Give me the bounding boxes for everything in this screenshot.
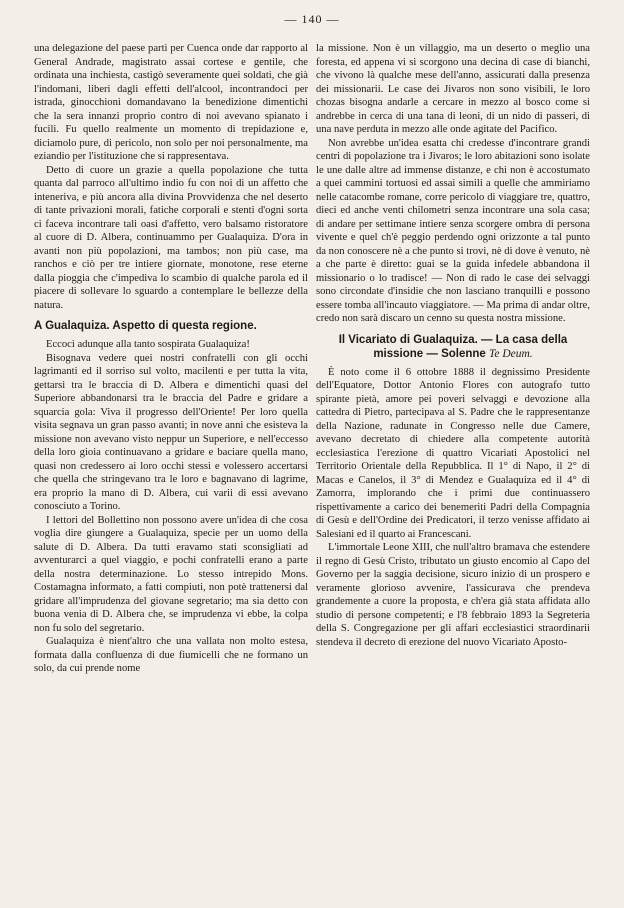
paragraph: Non avrebbe un'idea esatta chi credesse d'incontrare grandi centri di popolazione tra i Jivaros; le loro abitazioni sono isolate le une dalle altre ad immense distanze, e chi non è accostumato a quei cammini tortuosi ed assai simili a quelle che ammiriamo nelle catacombe romane, corre pericolo di viaggiare tre, quattro, dieci ed anche venti chilometri senza incontrare una sola casa; di andare per settimane intiere senza scorgere ombra di persona vivente e quel ch'è peggio perdendo ogni orizzonte a tal punto da non conoscere nè a che punto si trovi, nè di dove è venuto, nè a che parte è diretto: guai se la guida infedele abbandona il missionario o lo tradisce! — Non di rado le case dei selvaggi sono circondate d'insidie che non lasciano tranquilli e possono essere tomba all'incauto viaggiatore. — Ma prima di andar oltre, credo non sarà discaro un cenno su questa nostra missione. (316, 137, 590, 324)
paragraph: Eccoci adunque alla tanto sospirata Gualaquiza! (46, 339, 250, 350)
section-heading-italic: Te Deum. (489, 347, 533, 360)
paragraph: I lettori del Bollettino non possono avere un'idea di che cosa voglia dire giungere a Gualaquiza, specie per un uomo della salute di D. Albera. Da tutti eravamo stati sconsigliati ad avventurarci a quel viaggio, e pochi confratelli erano a parte della nostra determinazione. Lo stesso intrepido Mons. Costamagna informato, a fatti compiuti, non potè trattenersi dal gridare all'imprudenza del giovane segretario; ma sia detto con buona venia di D. Albera che, se imprudenza vi ebbe, la colpa non fu solo del segretario. (34, 514, 308, 634)
section-heading-text: Il Vicariato di Gualaquiza. — La casa della missione — Solenne (338, 333, 568, 360)
paragraph: L'immortale Leone XIII, che null'altro bramava che estendere il regno di Gesù Cristo, tributato un giusto encomio al Capo del Governo per la saggia decisione, sicuro inizio di un prospero e veramente glorioso avvenire, l'assicurava che prendeva grandemente a cuore la proposta, e ch'era già stata affidata allo studio di persone competenti; e l'8 febbraio 1893 la Segreteria della S. Congregazione per gli affari ecclesiastici straordinarii stendeva il decreto di erezione del nuovo Vicariato Aposto- (316, 542, 590, 648)
page-number: — 140 — (284, 12, 340, 26)
paragraph: Bisognava vedere quei nostri confratelli con gli occhi lagrimanti ed il sorriso sul volto, macilenti e per tutta la vita, gettarsi tra le braccia di D. Albera e dimentichi quasi del Superiore abbandonarsi tra le braccia del Padre e gridare a squarcia gola: Viva il progresso dell'Oriente! Per loro quella visita segnava un gran passo avanti; in nove anni che esisteva la missione non avevano visto neppur un Superiore, e nell'eccesso della loro gioia continuavano a gridare e baciare quella mano, quasi non credessero ai loro occhi stessi e volessero accertarsi che quella che stringevano tra le loro e bagnavano di lagrime, era proprio la mano di D. Albera, cui varii di essi avevano conosciuto a Torino. (34, 352, 308, 512)
paragraph: Detto di cuore un grazie a quella popolazione che tutta quanta dal parroco all'ultimo indio fu con noi di un affetto che inteneriva, e più ancora alla divina Provvidenza che nel deserto di tante privazioni morali, fatiche corporali e stenti d'ogni sorta ci faceva incontrare tali oasi d'affetto, vero balsamo ristoratore al cuore di D. Albera, continuammo per Gualaquiza. D'ora in avanti non più popolazioni, ma tambos; non più case, ma ranchos e ciò per tre intiere giornate, monotone, rese eterne dalla pioggia che c'impediva lo scambio di qualche parola ed il piacere di sollevare lo sguardo a contemplare le bellezze della natura. (34, 164, 308, 311)
left-column (34, 42, 308, 676)
paragraph: È noto come il 6 ottobre 1888 il degnissimo Presidente dell'Equatore, Dottor Antonio Flores con autografo tutto spirante pietà, amore pei poveri selvaggi e devozione alla cattedra di Pietro, partecipava al S. Padre che le rappresentanze della Nazione, radunate in Congresso nelle due Camere, avevano decretato di chiedere alla competente autorità ecclesiastica l'erezione di quattro Vicariati Apostolici nel Territorio Orientale della Repubblica. Il 1° di Napo, il 2° di Macas e Canelos, il 3° di Mendez e Gualaquiza ed il 4° di Zamorra, implorando che i primi due continuassero rispettivamente a carico dei benemeriti Padri della Compagnia di Gesù e dell'Ordine dei Predicatori, il terzo venisse affidato ai Salesiani ed il quarto ai Francescani. (316, 366, 590, 540)
paragraph: la missione. Non è un villaggio, ma un deserto o meglio una foresta, ed appena vi si scorgono una decina di case di bianchi, che vivono là qualche mese dell'anno, assicurati dalla presenza dei missionarii. Le case dei Jivaros non sono visibili, le loro chozas bisogna andarle a cercare in mezzo al bosco come si andrebbe in cerca di una tana di leoni, di un nido di passeri, di una nave perduta in mezzo alle onde agitate del Pacifico. (316, 43, 590, 135)
section-heading (316, 333, 590, 361)
paragraph: una delegazione del paese partì per Cuenca onde dar rapporto al General Andrade, magistrato assai cortese e gentile, che ordinata una inchiesta, castigò severamente quei soldati, che già l'indomani, liberi dagli effetti dell'alcool, incontrandoci per istrada, ginocchioni domandavano la benedizione dimentichi che la sera innanzi proprio contro di noi avevano spianato i fucili. Fu quello realmente un momento di trepidazione e, diciamolo pure, di pericolo, non solo per noi personalmente, ma eziandio per l'istituzione che si rappresentava. (34, 43, 308, 162)
paragraph: Gualaquiza è nient'altro che una vallata non molto estesa, formata dalla confluenza di due fiumicelli che ne formano un solo, da cui prende nome (34, 636, 308, 674)
right-column (316, 42, 590, 649)
section-heading: A Gualaquiza. Aspetto di questa regione. (34, 320, 257, 332)
